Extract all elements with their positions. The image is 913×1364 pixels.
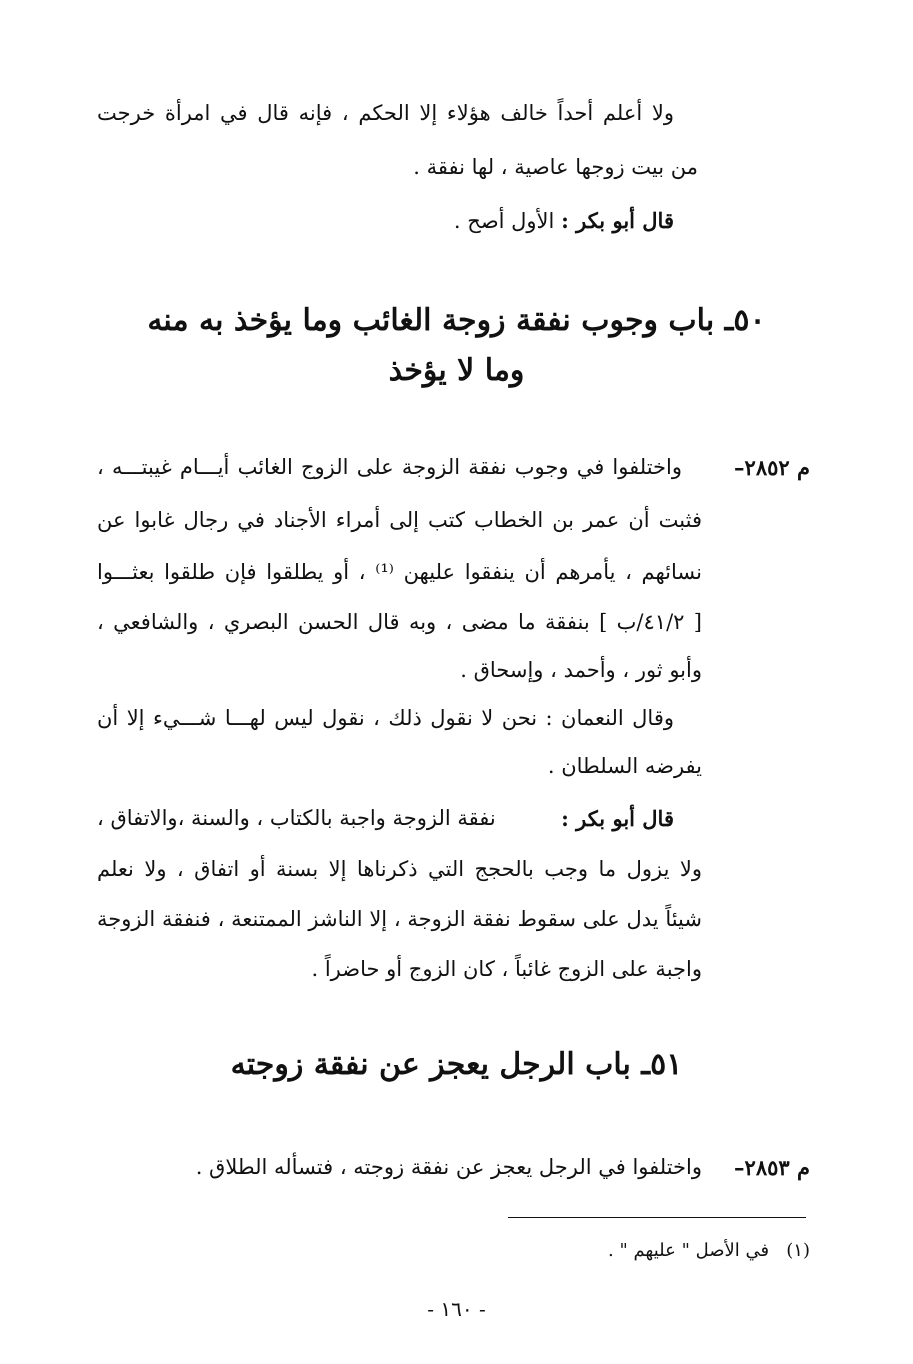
page-number: - ١٦٠ - [427, 1297, 486, 1321]
item-2853-line: واختلفوا في الرجل يعجز عن نفقة زوجته ، فتسأله الطلاق . [195, 1155, 702, 1179]
abubakr-text: الأول أصح . [453, 209, 555, 233]
abubakr-2-line-2: ولا يزول ما وجب بالحجج التي ذكرناها إلا بسنة أو اتفاق ، ولا نعلم [97, 857, 702, 881]
footnote-text: في الأصل " عليهم " . [608, 1240, 770, 1261]
section-51-heading: ٥١ـ باب الرجل يعجز عن نفقة زوجته [230, 1047, 683, 1082]
numan-line-2: يفرضه السلطان . [547, 754, 702, 778]
footnote-marker: (١) [786, 1240, 810, 1261]
item-2852-line-1: واختلفوا في وجوب نفقة الزوجة على الزوج الغائب أيـــام غيبتـــه ، [97, 455, 682, 479]
intro-line-2: من بيت زوجها عاصية ، لها نفقة . [413, 155, 698, 179]
footnote [608, 1242, 810, 1260]
abubakr-text: نفقة الزوجة واجبة بالكتاب ، والسنة ،والاتفاق ، [97, 806, 496, 830]
item-2852-line-5: وأبو ثور ، وأحمد ، وإسحاق . [460, 658, 702, 682]
item-2852-line-3: نسائهم ، يأمرهم أن ينفقوا عليهن ⁽¹⁾ ، أو يطلقوا فإن طلقوا بعثـــوا [97, 560, 703, 584]
abubakr-2-line-3: شيئاً يدل على سقوط نفقة الزوجة ، إلا الناشز الممتنعة ، فنفقة الزوجة [97, 907, 702, 931]
abubakr-statement-2 [97, 808, 674, 829]
abubakr-lead: قال أبو بكر : [561, 208, 674, 233]
footnote-divider [508, 1217, 806, 1218]
item-2852-line-4: [ ٤١/٢/ب ] بنفقة ما مضى ، وبه قال الحسن البصري ، والشافعي ، [97, 610, 702, 634]
abubakr-statement-1 [454, 210, 674, 232]
abubakr-2-line-4: واجبة على الزوج غائباً ، كان الزوج أو حاضراً . [311, 957, 702, 981]
item-number-2853: م ٢٨٥٣– [734, 1155, 810, 1180]
section-50-heading-line-2: وما لا يؤخذ [388, 353, 525, 388]
item-2852-line-2: فثبت أن عمر بن الخطاب كتب إلى أمراء الأجناد في رجال غابوا عن [97, 508, 702, 532]
numan-line-1: وقال النعمان : نحن لا نقول ذلك ، نقول ليس لهـــا شـــيء إلا أن [97, 706, 674, 730]
intro-line-1: ولا أعلم أحداً خالف هؤلاء إلا الحكم ، فإنه قال في امرأة خرجت [97, 101, 674, 125]
item-number-2852: م ٢٨٥٢– [734, 455, 810, 480]
section-50-heading-line-1: ٥٠ـ باب وجوب نفقة زوجة الغائب وما يؤخذ به منه [147, 303, 766, 338]
abubakr-lead: قال أبو بكر : [561, 806, 674, 831]
